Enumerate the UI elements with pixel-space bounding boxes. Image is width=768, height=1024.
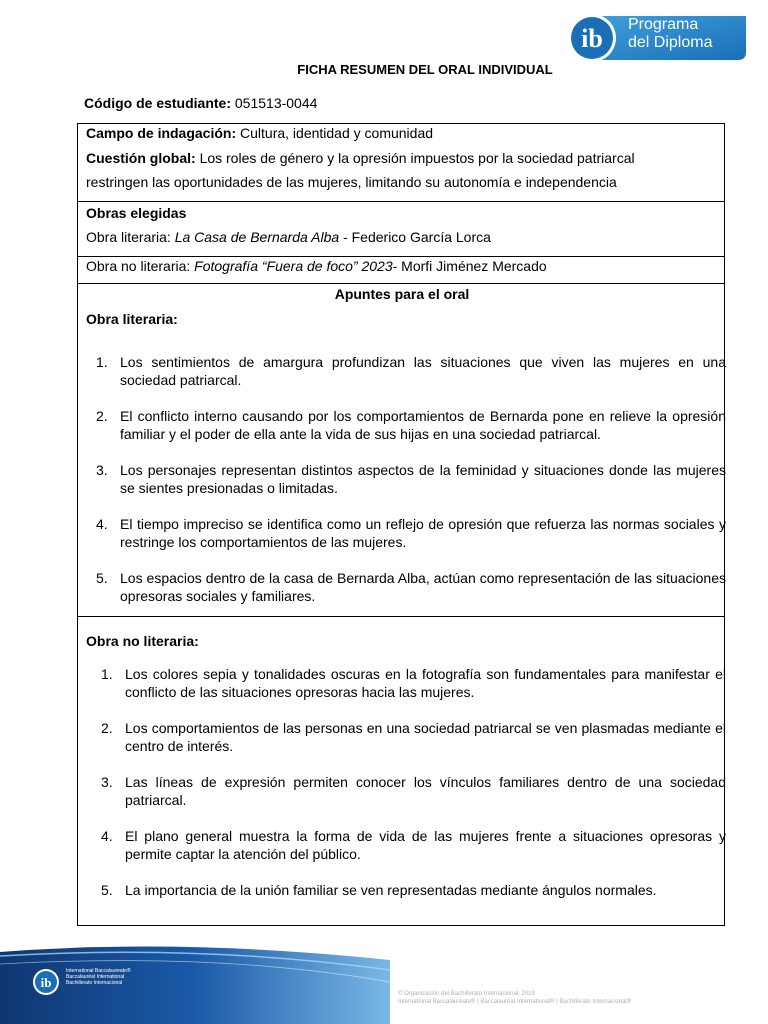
campo-label: Campo de indagación: [86,125,237,141]
note-text: Los sentimientos de amargura profundizan las situaciones que viven las mujeres en una sociedad patriarcal. [120,354,726,388]
obra-no-literaria-label: Obra no literaria: [86,258,195,274]
note-text: Los espacios dentro de la casa de Bernarda Alba, actúan como representación de las situaciones opresoras sociales y familiares. [120,570,726,604]
note-item [101,881,726,899]
note-text: Los comportamientos de las personas en una sociedad patriarcal se ven plasmadas mediante el centro de interés. [125,720,726,754]
note-number: 3. [96,462,108,478]
note-item [96,569,726,605]
cuestion-line-1 [86,149,726,167]
footer-trademark-line: International Baccalaureate® | Baccalauréat International® | Bachillerato Internacional® [398,999,632,1005]
footer-ib-text [66,968,131,986]
note-item [101,665,726,701]
note-number: 4. [96,516,108,532]
note-item [101,773,726,809]
obra-literaria-title: La Casa de Bernarda Alba [174,229,340,245]
logo-line-1: Programa [628,16,699,33]
divider [78,283,724,284]
footer-ib-line-3: Bachillerato Internacional [66,980,123,986]
note-item [96,353,726,389]
note-number: 1. [96,354,108,370]
cuestion-label: Cuestión global: [86,150,196,166]
obra-no-literaria-row [86,257,718,275]
summary-table [77,123,725,926]
note-text: Los personajes representan distintos aspectos de la feminidad y situaciones donde las mujeres se sientes presionadas o limitadas. [120,462,726,496]
obra-no-literaria-heading: Obra no literaria: [86,633,199,649]
note-number: 2. [96,408,108,424]
campo-row [86,124,718,142]
divider [78,616,724,617]
note-number: 5. [96,570,108,586]
campo-value: Cultura, identidad y comunidad [240,125,434,141]
ib-mark: ib [581,24,603,53]
note-item [96,407,726,443]
obra-no-literaria-title: Fotografía “Fuera de foco” 2023 [194,258,393,274]
footer-ib-line-2: Baccalauréat International [66,974,125,980]
student-code-value: 051513-0044 [234,95,318,111]
obra-literaria-row [86,228,718,246]
obra-literaria-heading: Obra literaria: [86,311,178,327]
note-item [96,461,726,497]
note-item [101,827,726,863]
footer-ib-mark: ib [40,975,52,990]
obras-heading: Obras elegidas [86,205,187,221]
note-number: 3. [101,774,113,790]
divider [78,201,724,202]
footer-copyright [398,990,631,1006]
cuestion-line-2: restringen las oportunidades de las mujeres, limitando su autonomía e independencia [86,174,617,190]
obra-no-literaria-notes [101,665,726,917]
note-text: El plano general muestra la forma de vida de las mujeres frente a situaciones opresoras y permite captar la atención del público. [125,828,726,862]
logo-text [628,16,712,52]
page-title: FICHA RESUMEN DEL ORAL INDIVIDUAL [297,62,553,77]
obra-literaria-author: - Federico García Lorca [339,229,491,245]
note-text: El conflicto interno causando por los comportamientos de Bernarda pone en relieve la opresión familiar y el poder de ella ante la vida de sus hijas en una sociedad patriarcal. [120,408,726,442]
note-text: El tiempo impreciso se identifica como un reflejo de opresión que refuerza las normas sociales y restringe los comportamientos de las mujeres. [120,516,726,550]
note-number: 2. [101,720,113,736]
note-number: 1. [101,666,113,682]
note-item [101,719,726,755]
logo-line-2: del Diploma [628,34,713,51]
student-code [84,95,317,111]
footer-copyright-line: © Organización del Bachillerato Internacional, 2019 [398,991,535,997]
note-item [96,515,726,551]
note-text: Las líneas de expresión permiten conocer los vínculos familiares dentro de una sociedad patriarcal. [125,774,726,808]
note-number: 5. [101,882,113,898]
footer-ib-line-1: International Baccalaureate® [66,968,131,974]
note-text: La importancia de la unión familiar se ven representadas mediante ángulos normales. [125,882,657,898]
note-text: Los colores sepia y tonalidades oscuras en la fotografía son fundamentales para manifestar el conflicto de las situaciones opresoras hacia las mujeres. [125,666,726,700]
obra-literaria-notes [96,353,726,623]
obra-no-literaria-author: - Morfi Jiménez Mercado [392,258,547,274]
note-number: 4. [101,828,113,844]
cuestion-text-1: Los roles de género y la opresión impuestos por la sociedad patriarcal [199,150,635,166]
apuntes-heading: Apuntes para el oral [334,286,470,302]
obra-literaria-label: Obra literaria: [86,229,175,245]
student-code-label: Código de estudiante: [84,95,231,111]
